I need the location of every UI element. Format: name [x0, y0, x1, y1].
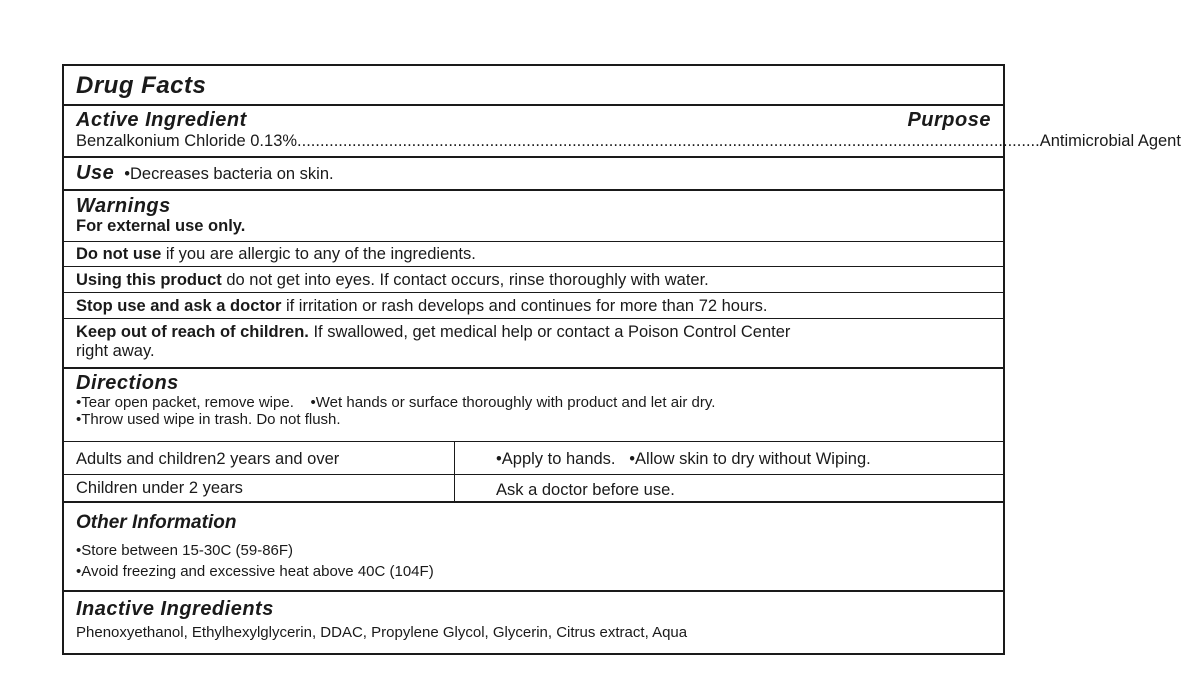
warnings-section [64, 195, 1003, 236]
divider [64, 441, 1003, 442]
other-information-heading: Other Information [76, 512, 237, 533]
directions-section [64, 372, 1003, 428]
directions-who: Children under 2 years [76, 479, 243, 497]
divider [64, 590, 1003, 592]
active-ingredient-name: Benzalkonium Chloride 0.13% [76, 132, 298, 150]
divider [64, 189, 1003, 191]
divider [64, 501, 1003, 503]
keep-out-warning [64, 323, 1003, 361]
keep-out-text-2: right away. [76, 342, 155, 360]
active-ingredient-purpose: Antimicrobial Agent [1039, 132, 1181, 150]
dot-leader: .................................................................................................................................................................. [297, 132, 1040, 150]
divider [64, 367, 1003, 369]
active-ingredient-heading: Active Ingredient [76, 109, 247, 131]
drug-facts-title: Drug Facts [76, 72, 207, 99]
do-not-use-warning [64, 245, 1003, 264]
do-not-use-text: if you are allergic to any of the ingredients. [161, 245, 476, 263]
inactive-ingredients-text: Phenoxyethanol, Ethylhexylglycerin, DDAC, Propylene Glycol, Glycerin, Citrus extract, Aqua [76, 624, 688, 641]
divider [64, 474, 1003, 475]
divider [64, 292, 1003, 293]
using-product-text: do not get into eyes. If contact occurs, rinse thoroughly with water. [221, 271, 709, 289]
drug-facts-panel [62, 64, 1181, 655]
stop-use-warning [64, 297, 1003, 316]
use-text: •Decreases bacteria on skin. [124, 165, 334, 183]
directions-what: •Apply to hands. •Allow skin to dry without Wiping. [496, 450, 871, 468]
using-product-warning [64, 271, 1003, 290]
external-use-text: For external use only. [76, 217, 246, 235]
directions-who: Adults and children2 years and over [76, 450, 340, 468]
warnings-heading: Warnings [76, 195, 171, 217]
other-info-line-2: •Avoid freezing and excessive heat above 40C (104F) [76, 563, 434, 580]
divider [64, 241, 1003, 242]
divider [64, 156, 1003, 158]
other-info-line-1: •Store between 15-30C (59-86F) [76, 542, 294, 559]
active-ingredient-section [64, 108, 1181, 151]
keep-out-label: Keep out of reach of children. [76, 323, 309, 341]
stop-use-text: if irritation or rash develops and continues for more than 72 hours. [281, 297, 768, 315]
directions-line-2: •Throw used wipe in trash. Do not flush. [76, 411, 341, 428]
other-information-section [64, 512, 1003, 580]
divider [64, 104, 1003, 106]
use-heading: Use [76, 162, 115, 184]
directions-what: Ask a doctor before use. [496, 481, 675, 499]
do-not-use-label: Do not use [76, 245, 162, 263]
divider [64, 318, 1003, 319]
use-section [64, 161, 1003, 185]
directions-heading: Directions [76, 372, 179, 394]
using-product-label: Using this product [76, 271, 222, 289]
table-column-divider [454, 441, 455, 501]
divider [64, 266, 1003, 267]
keep-out-text: If swallowed, get medical help or contact a Poison Control Center [308, 323, 791, 341]
inactive-ingredients-heading: Inactive Ingredients [76, 598, 274, 620]
stop-use-label: Stop use and ask a doctor [76, 297, 282, 315]
inactive-ingredients-section [64, 597, 1003, 641]
purpose-heading: Purpose [907, 109, 991, 131]
directions-line-1: •Tear open packet, remove wipe. •Wet hands or surface thoroughly with product and let air dry. [76, 394, 716, 411]
